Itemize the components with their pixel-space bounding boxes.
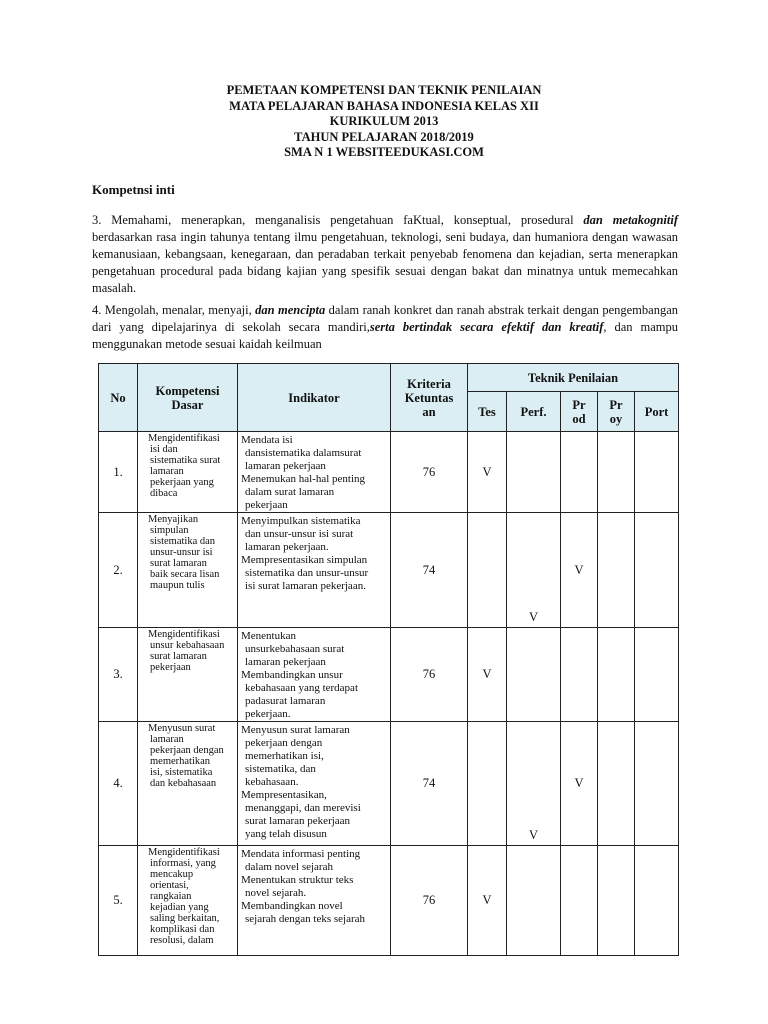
ki-4-lead: 4. Mengolah, menalar, menyaji, [92,303,256,317]
prod-check [561,432,598,513]
perf-check [507,513,561,628]
kd-line: Mengidentifikasi [148,629,220,640]
indikator-line: Menemukan hal-hal penting [241,473,366,485]
perf-check [507,846,561,956]
kriteria-value: 76 [391,628,468,722]
kompetensi-dasar-cell [138,628,238,722]
kd-line: dan kebahasaan [150,778,217,789]
perf-mark: V [528,610,539,624]
kompetensi-dasar-cell [138,846,238,956]
indikator-cell [238,846,391,956]
tes-check: V [468,628,507,722]
kd-line: isi, sistematika [150,767,213,778]
header-kriteria: Kriteria Ketuntas an [391,364,468,432]
proy-check [598,432,635,513]
kd-line: orientasi, [150,880,189,891]
indikator-line: sistematika dan unsur-unsur [245,567,369,579]
indikator-line: pekerjaan. [245,708,291,720]
kd-line: unsur kebahasaan [150,640,225,651]
kd-line: lamaran [150,466,184,477]
kd-line: baik secara lisan [150,569,220,580]
indikator-line: menanggapi, dan merevisi [245,802,361,814]
indikator-line: yang telah disusun [245,828,327,840]
row-number: 2. [99,513,138,628]
kd-line: kejadian yang [150,902,209,913]
competency-table [98,363,679,956]
perf-check [507,432,561,513]
ki-4-emphasis: dan mencipta [255,303,326,317]
kd-line: informasi, yang [150,858,216,869]
indikator-line: lamaran pekerjaan [245,460,326,472]
tes-check [468,513,507,628]
header-prod: Pr od [561,392,598,432]
row-number: 4. [99,722,138,846]
kd-line: Menyajikan [148,514,199,525]
indikator-line: kebahasaan yang terdapat [245,682,358,694]
header-indikator: Indikator [238,364,391,432]
indikator-line: Menyusun surat lamaran [241,724,350,736]
kd-line: komplikasi dan [150,924,215,935]
row-number: 5. [99,846,138,956]
indikator-cell [238,432,391,513]
ki-4-middle: dalam ranah konkret dan ranah abstrak terkait dengan pengembangan dari yang dipelajarinya di sekolah secara mandiri, [92,303,679,334]
kd-line: saling berkaitan, [150,913,220,924]
kd-line: pekerjaan yang [150,477,214,488]
port-check [635,846,679,956]
port-check [635,513,679,628]
table-row [99,722,679,846]
kd-line: resolusi, dalam [150,935,214,946]
port-check [635,432,679,513]
port-check [635,628,679,722]
header-proy: Pr oy [598,392,635,432]
kriteria-value: 76 [391,432,468,513]
indikator-line: sistematika, dan [245,763,316,775]
proy-check [598,722,635,846]
row-number: 3. [99,628,138,722]
kd-line: pekerjaan [150,662,191,673]
header-perf: Perf. [507,392,561,432]
title-line: TAHUN PELAJARAN 2018/2019 [294,129,474,144]
section-heading: Kompetnsi inti [92,182,175,197]
indikator-line: dansistematika dalamsurat [245,447,362,459]
indikator-line: padasurat lamaran [245,695,326,707]
row-number: 1. [99,432,138,513]
kd-line: sistematika dan [150,536,216,547]
ki-3-lead: 3. Memahami, menerapkan, menganalisis pengetahuan faKtual, konseptual, prosedural [92,213,584,227]
kd-line: Mengidentifikasi [148,433,220,444]
title-line: SMA N 1 WEBSITEEDUKASI.COM [284,145,484,159]
indikator-cell [238,628,391,722]
title-line: KURIKULUM 2013 [329,114,439,128]
ki-4-paragraph [92,302,678,353]
tes-check [468,722,507,846]
indikator-line: Menentukan struktur teks [241,874,354,886]
kriteria-value: 74 [391,513,468,628]
header-tes: Tes [468,392,507,432]
prod-check [561,846,598,956]
kd-line: pekerjaan dengan [150,745,224,756]
ki-3-emphasis: dan metakognitif [583,213,678,227]
indikator-line: isi surat lamaran pekerjaan. [245,580,366,592]
perf-mark: V [528,828,539,842]
perf-check [507,722,561,846]
kd-line: isi dan [150,444,178,455]
perf-check [507,628,561,722]
indikator-line: Mempresentasikan, [241,789,327,801]
indikator-line: memerhatikan isi, [245,750,324,762]
indikator-line: Mendata informasi penting [241,848,361,860]
kompetensi-dasar-cell [138,513,238,628]
kd-line: unsur-unsur isi [150,547,213,558]
kd-line: Mengidentifikasi [148,847,220,858]
kompetensi-dasar-cell [138,432,238,513]
kd-line: dibaca [150,488,178,499]
indikator-cell [238,722,391,846]
header-no: No [99,364,138,432]
prod-check [561,628,598,722]
kd-line: lamaran [150,734,184,745]
indikator-line: dalam novel sejarah [245,861,333,873]
kd-line: maupun tulis [150,580,205,591]
proy-check [598,628,635,722]
indikator-line: dan unsur-unsur isi surat [245,528,354,540]
indikator-line: lamaran pekerjaan [245,656,326,668]
indikator-line: pekerjaan dengan [245,737,323,749]
proy-check [598,846,635,956]
tes-check: V [468,846,507,956]
indikator-line: surat lamaran pekerjaan [245,815,351,827]
indikator-line: Membandingkan unsur [241,669,343,681]
prod-check: V [561,513,598,628]
table-row [99,628,679,722]
table-row [99,432,679,513]
indikator-line: Mendata isi [241,434,293,446]
kd-line: surat lamaran [150,651,207,662]
ki-4-rest: , dan mampu menggunakan metode sesuai kaidah keilmuan [92,320,678,351]
indikator-line: Mempresentasikan simpulan [241,554,368,566]
table-row [99,513,679,628]
kd-line: surat lamaran [150,558,207,569]
indikator-line: kebahasaan. [245,776,299,788]
document-title [0,83,768,161]
indikator-line: Menyimpulkan sistematika [241,515,361,527]
header-port: Port [635,392,679,432]
proy-check [598,513,635,628]
indikator-line: lamaran pekerjaan. [245,541,329,553]
title-line: MATA PELAJARAN BAHASA INDONESIA KELAS XII [229,98,539,113]
header-kompetensi-dasar: Kompetensi Dasar [138,364,238,432]
ki-4-emphasis: serta bertindak secara efektif dan kreatif [369,320,604,334]
kd-line: sistematika surat [150,455,221,466]
tes-check: V [468,432,507,513]
title-line: PEMETAAN KOMPETENSI DAN TEKNIK PENILAIAN [226,83,542,97]
kd-line: mencakup [150,869,194,880]
table-row [99,846,679,956]
kompetensi-dasar-cell [138,722,238,846]
indikator-line: Membandingkan novel [241,900,343,912]
ki-3-rest: berdasarkan rasa ingin tahunya tentang ilmu pengetahuan, teknologi, seni budaya, dan humaniora dengan wawasan kemanusiaan, kebangsaan, kenegaraan, dan peradaban terkait penyebab fenomena dan kejadian, serta menerapkan pengetahuan procedural pada bidang kajian yang spesifik sesuai dengan bakat dan minatnya untuk memecahkan masalah. [92,230,678,295]
indikator-line: novel sejarah. [245,887,307,899]
indikator-line: Menentukan [241,630,296,642]
kriteria-value: 74 [391,722,468,846]
prod-check: V [561,722,598,846]
indikator-line: unsurkebahasaan surat [245,643,345,655]
kd-line: simpulan [150,525,189,536]
indikator-line: dalam surat lamaran [245,486,335,498]
port-check [635,722,679,846]
header-teknik-penilaian: Teknik Penilaian [468,364,679,392]
kd-line: rangkaian [150,891,192,902]
indikator-line: sejarah dengan teks sejarah [245,913,366,925]
kd-line: Menyusun surat [148,723,216,734]
indikator-cell [238,513,391,628]
kriteria-value: 76 [391,846,468,956]
ki-3-paragraph [92,212,678,297]
indikator-line: pekerjaan [245,499,288,511]
kd-line: memerhatikan [150,756,211,767]
